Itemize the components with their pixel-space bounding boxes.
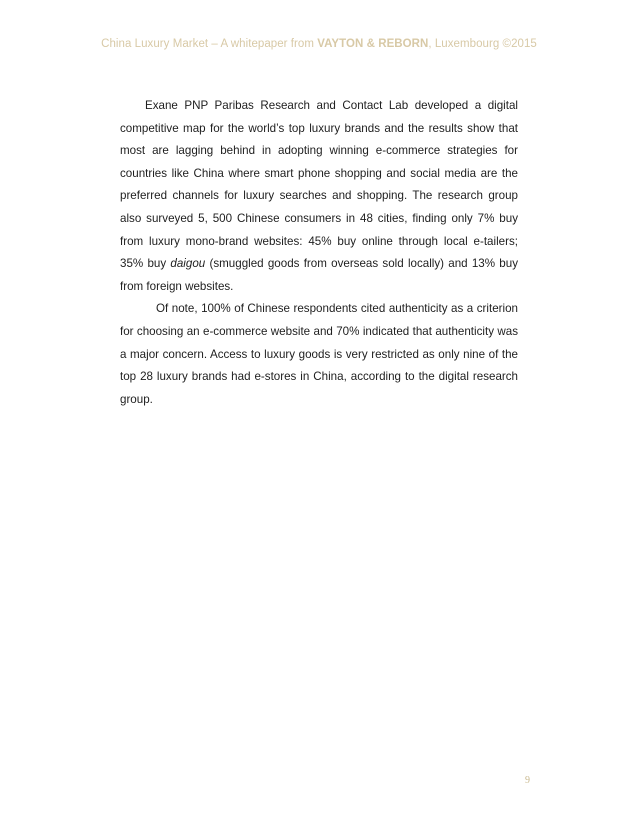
paragraph-1-text-end: (smuggled goods from overseas sold locally) and 13% buy from foreign websites.: [120, 257, 519, 293]
paragraph-1-italic-term: daigou: [170, 257, 206, 271]
header-suffix: , Luxembourg ©2015: [428, 38, 537, 50]
header-brand-reborn: REBORN: [378, 38, 429, 50]
paragraph-2: Of note, 100% of Chinese respondents cited authenticity as a criterion for choosing an e-commerce website and 70% indicated that authenticity was a major concern. Access to luxury goods is very restricted as only nine of the top 28 luxury brands had e-stores in China, according to the digital research group.: [120, 302, 518, 406]
running-header: [0, 38, 638, 50]
header-ampersand: &: [363, 38, 379, 50]
page-number: 9: [525, 775, 530, 786]
body-text: [120, 95, 518, 411]
header-prefix: China Luxury Market – A whitepaper from: [101, 38, 318, 50]
header-brand-vayton: VAYTON: [317, 38, 364, 50]
paragraph-1: [120, 95, 518, 298]
paragraph-1-text-start: Exane PNP Paribas Research and Contact Lab developed a digital competitive map for the world’s top luxury brands and the results show that most are lagging behind in adopting winning e-commerce strategies for countries like China where smart phone shopping and social media are the preferred channels for luxury searches and shopping. The research group also surveyed 5, 500 Chinese consumers in 48 cities, finding only 7% buy from luxury mono-brand websites: 45% buy online through local e-tailers; 35% buy: [120, 99, 518, 271]
